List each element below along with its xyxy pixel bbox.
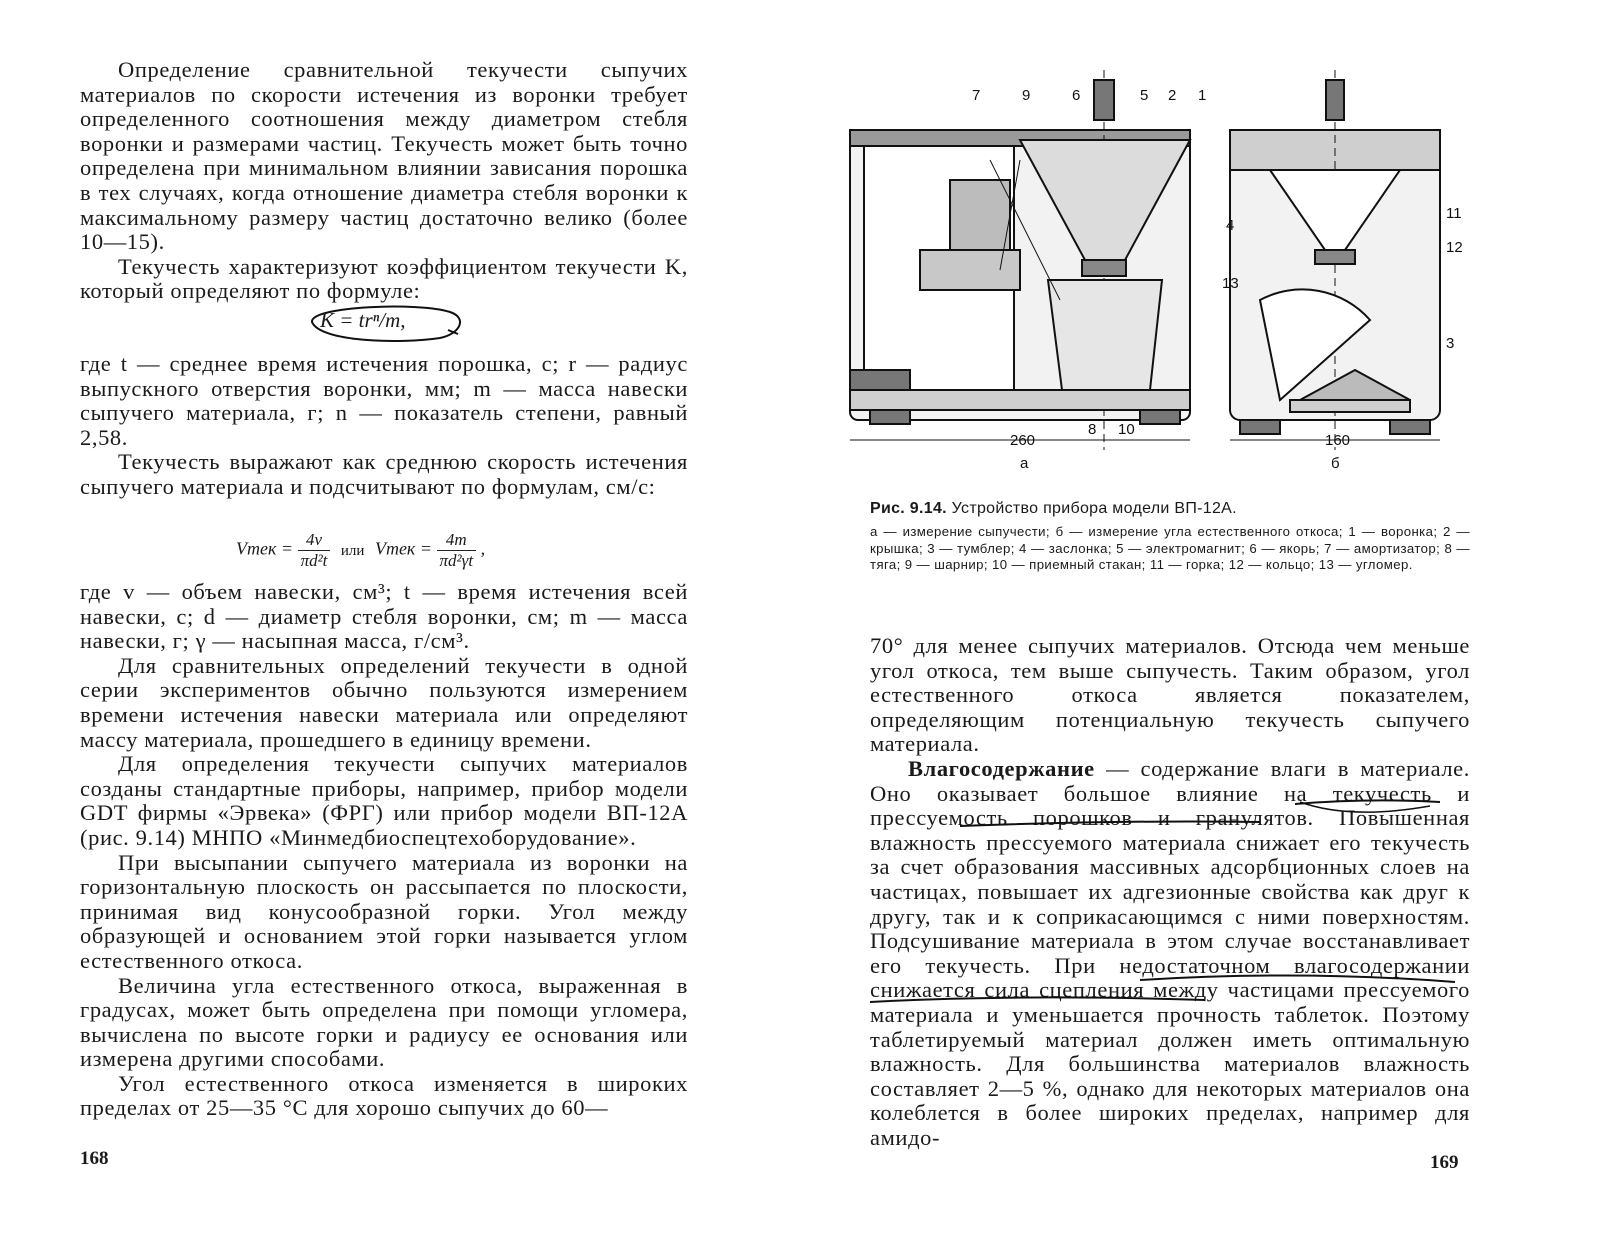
label-3: 3 <box>1446 335 1455 352</box>
paragraph: Величина угла естественного откоса, выраженная в градусах, может быть определена при помощи угломера, вычислена по высоте горки и радиусу ее основания или измерена другими способами. <box>80 972 688 1072</box>
denominator: πd²t <box>300 551 328 570</box>
label-1: 1 <box>1198 87 1207 104</box>
figure-panel-a <box>850 70 1190 450</box>
paragraph: Для определения текучести сыпучих материалов созданы стандартные приборы, например, прибор модели GDT фирмы «Эрвека» (ФРГ) или прибор модели ВП-12А (рис. 9.14) МНПО «Минмедбиоспецтехоборудование». <box>80 751 688 850</box>
formula-tail: , <box>480 538 486 559</box>
paragraph: 70° для менее сыпучих материалов. Отсюда чем меньше угол откоса, тем выше сыпучесть. Таким образом, угол естественного откоса является показателем, определяющим потенциальную текучесть сыпучего материала. <box>870 633 1470 757</box>
label-11: 11 <box>1446 205 1462 222</box>
term-bold: Влагосодержание <box>908 755 1095 781</box>
label-9: 9 <box>1022 87 1031 104</box>
fraction <box>298 530 331 571</box>
caption-label: Рис. 9.14. <box>870 500 947 517</box>
paragraph: Угол естественного откоса изменяется в широких пределах от 25—35 °С для хорошо сыпучих до 60— <box>80 1070 688 1121</box>
paragraph: Текучесть выражают как среднюю скорость истечения сыпучего материала и подсчитывают по формулам, см/с: <box>80 449 688 499</box>
label-12: 12 <box>1446 239 1463 256</box>
dim-160: 160 <box>1325 432 1351 449</box>
label-4: 4 <box>1226 217 1235 234</box>
paragraph: При высыпании сыпучего материала из воронки на горизонтальную плоскость он рассыпается по плоскости, принимая вид конусообразной горки. Угол между образующей и основанием этой горки называется углом естественного откоса. <box>80 849 688 973</box>
formula-lhs: Vтек = <box>236 538 294 559</box>
paragraph: Определение сравнительной текучести сыпучих материалов по скорости истечения из воронки требует определенного соотношения между диаметром стебля воронки и размерами частиц. Текучесть может быть точно определена при минимальном влиянии зависания порошка в тех случаях, когда отношение диаметра стебля воронки к максимальному размеру частиц достаточно велико (более 10—15). <box>80 57 688 255</box>
numerator: 4v <box>298 530 331 551</box>
formula-k-text: K = trⁿ/m, <box>320 308 406 332</box>
label-6: 6 <box>1072 87 1081 104</box>
paragraph: Текучесть характеризуют коэффициентом текучести K, который определяют по формуле: <box>80 253 688 304</box>
figure-device-diagram <box>850 70 1463 472</box>
formula-v <box>236 530 485 571</box>
formula-lhs: Vтек = <box>374 538 433 559</box>
page-number: 169 <box>1430 1152 1459 1173</box>
left-text-mid <box>80 352 688 500</box>
left-text-top <box>80 58 688 304</box>
caption-title-text: Устройство прибора модели ВП-12А. <box>951 500 1237 517</box>
label-8: 8 <box>1088 421 1097 438</box>
left-text-bottom <box>80 580 688 1121</box>
figure-panel-b <box>1230 70 1440 450</box>
dim-260: 260 <box>1010 432 1036 449</box>
paragraph: Для сравнительных определений текучести в одной серии экспериментов обычно пользуются измерением времени истечения навески материала или определяют массу материала, прошедшего в единицу времени. <box>80 652 688 752</box>
formula-or: или <box>340 542 365 559</box>
formula-k <box>320 308 406 333</box>
label-13: 13 <box>1222 275 1239 292</box>
label-7: 7 <box>972 87 981 104</box>
label-5: 5 <box>1140 87 1149 104</box>
paragraph: где v — объем навески, см³; t — время истечения всей навески, с; d — диаметр стебля воронки, см; m — масса навески, г; γ — насыпная масса, г/см³. <box>80 579 688 654</box>
figure-caption-title <box>870 500 1237 518</box>
label-2: 2 <box>1168 87 1177 104</box>
paragraph-text: — содержание влаги в материале. Оно оказывает большое влияние на текучесть и прессуемость порошков и гранулятов. Повышенная влажность прессуемого материала снижает его текучесть за счет образования массивных адсорбционных слоев на частицах, повышает их адгезионные свойства как друг к другу, так и к соприкасающимся с ними поверхностям. Подсушивание материала в этом случае восстанавливает его текучесть. При недостаточном влагосодержании снижается сила сцепления между частицами прессуемого материала и уменьшается прочность таблеток. Поэтому таблетируемый материал должен иметь оптимальную влажность. Для большинства материалов влажность составляет 2—5 %, однако для некоторых материалов она колеблется в более широких пределах, например для амидо- <box>870 755 1470 1150</box>
sublabel-b: б <box>1331 455 1340 472</box>
paragraph: где t — среднее время истечения порошка, с; r — радиус выпускного отверстия воронки, мм; m — масса навески сыпучего материала, г; n — показатель степени, равный 2,58. <box>80 351 688 450</box>
label-10: 10 <box>1118 421 1135 438</box>
sublabel-a: а <box>1020 455 1029 472</box>
numerator: 4m <box>437 530 477 551</box>
handwritten-underlines <box>870 760 1490 1060</box>
denominator: πd²γt <box>439 551 474 570</box>
page-number: 168 <box>80 1148 109 1169</box>
fraction <box>437 530 477 571</box>
figure-caption-body: а — измерение сыпучести; б — измерение угла естественного откоса; 1 — воронка; 2 — крышка; 3 — тумблер; 4 — заслонка; 5 — электромагнит; 6 — якорь; 7 — амортизатор; 8 — тяга; 9 — шарнир; 10 — приемный стакан; 11 — горка; 12 — кольцо; 13 — угломер. <box>870 524 1470 572</box>
